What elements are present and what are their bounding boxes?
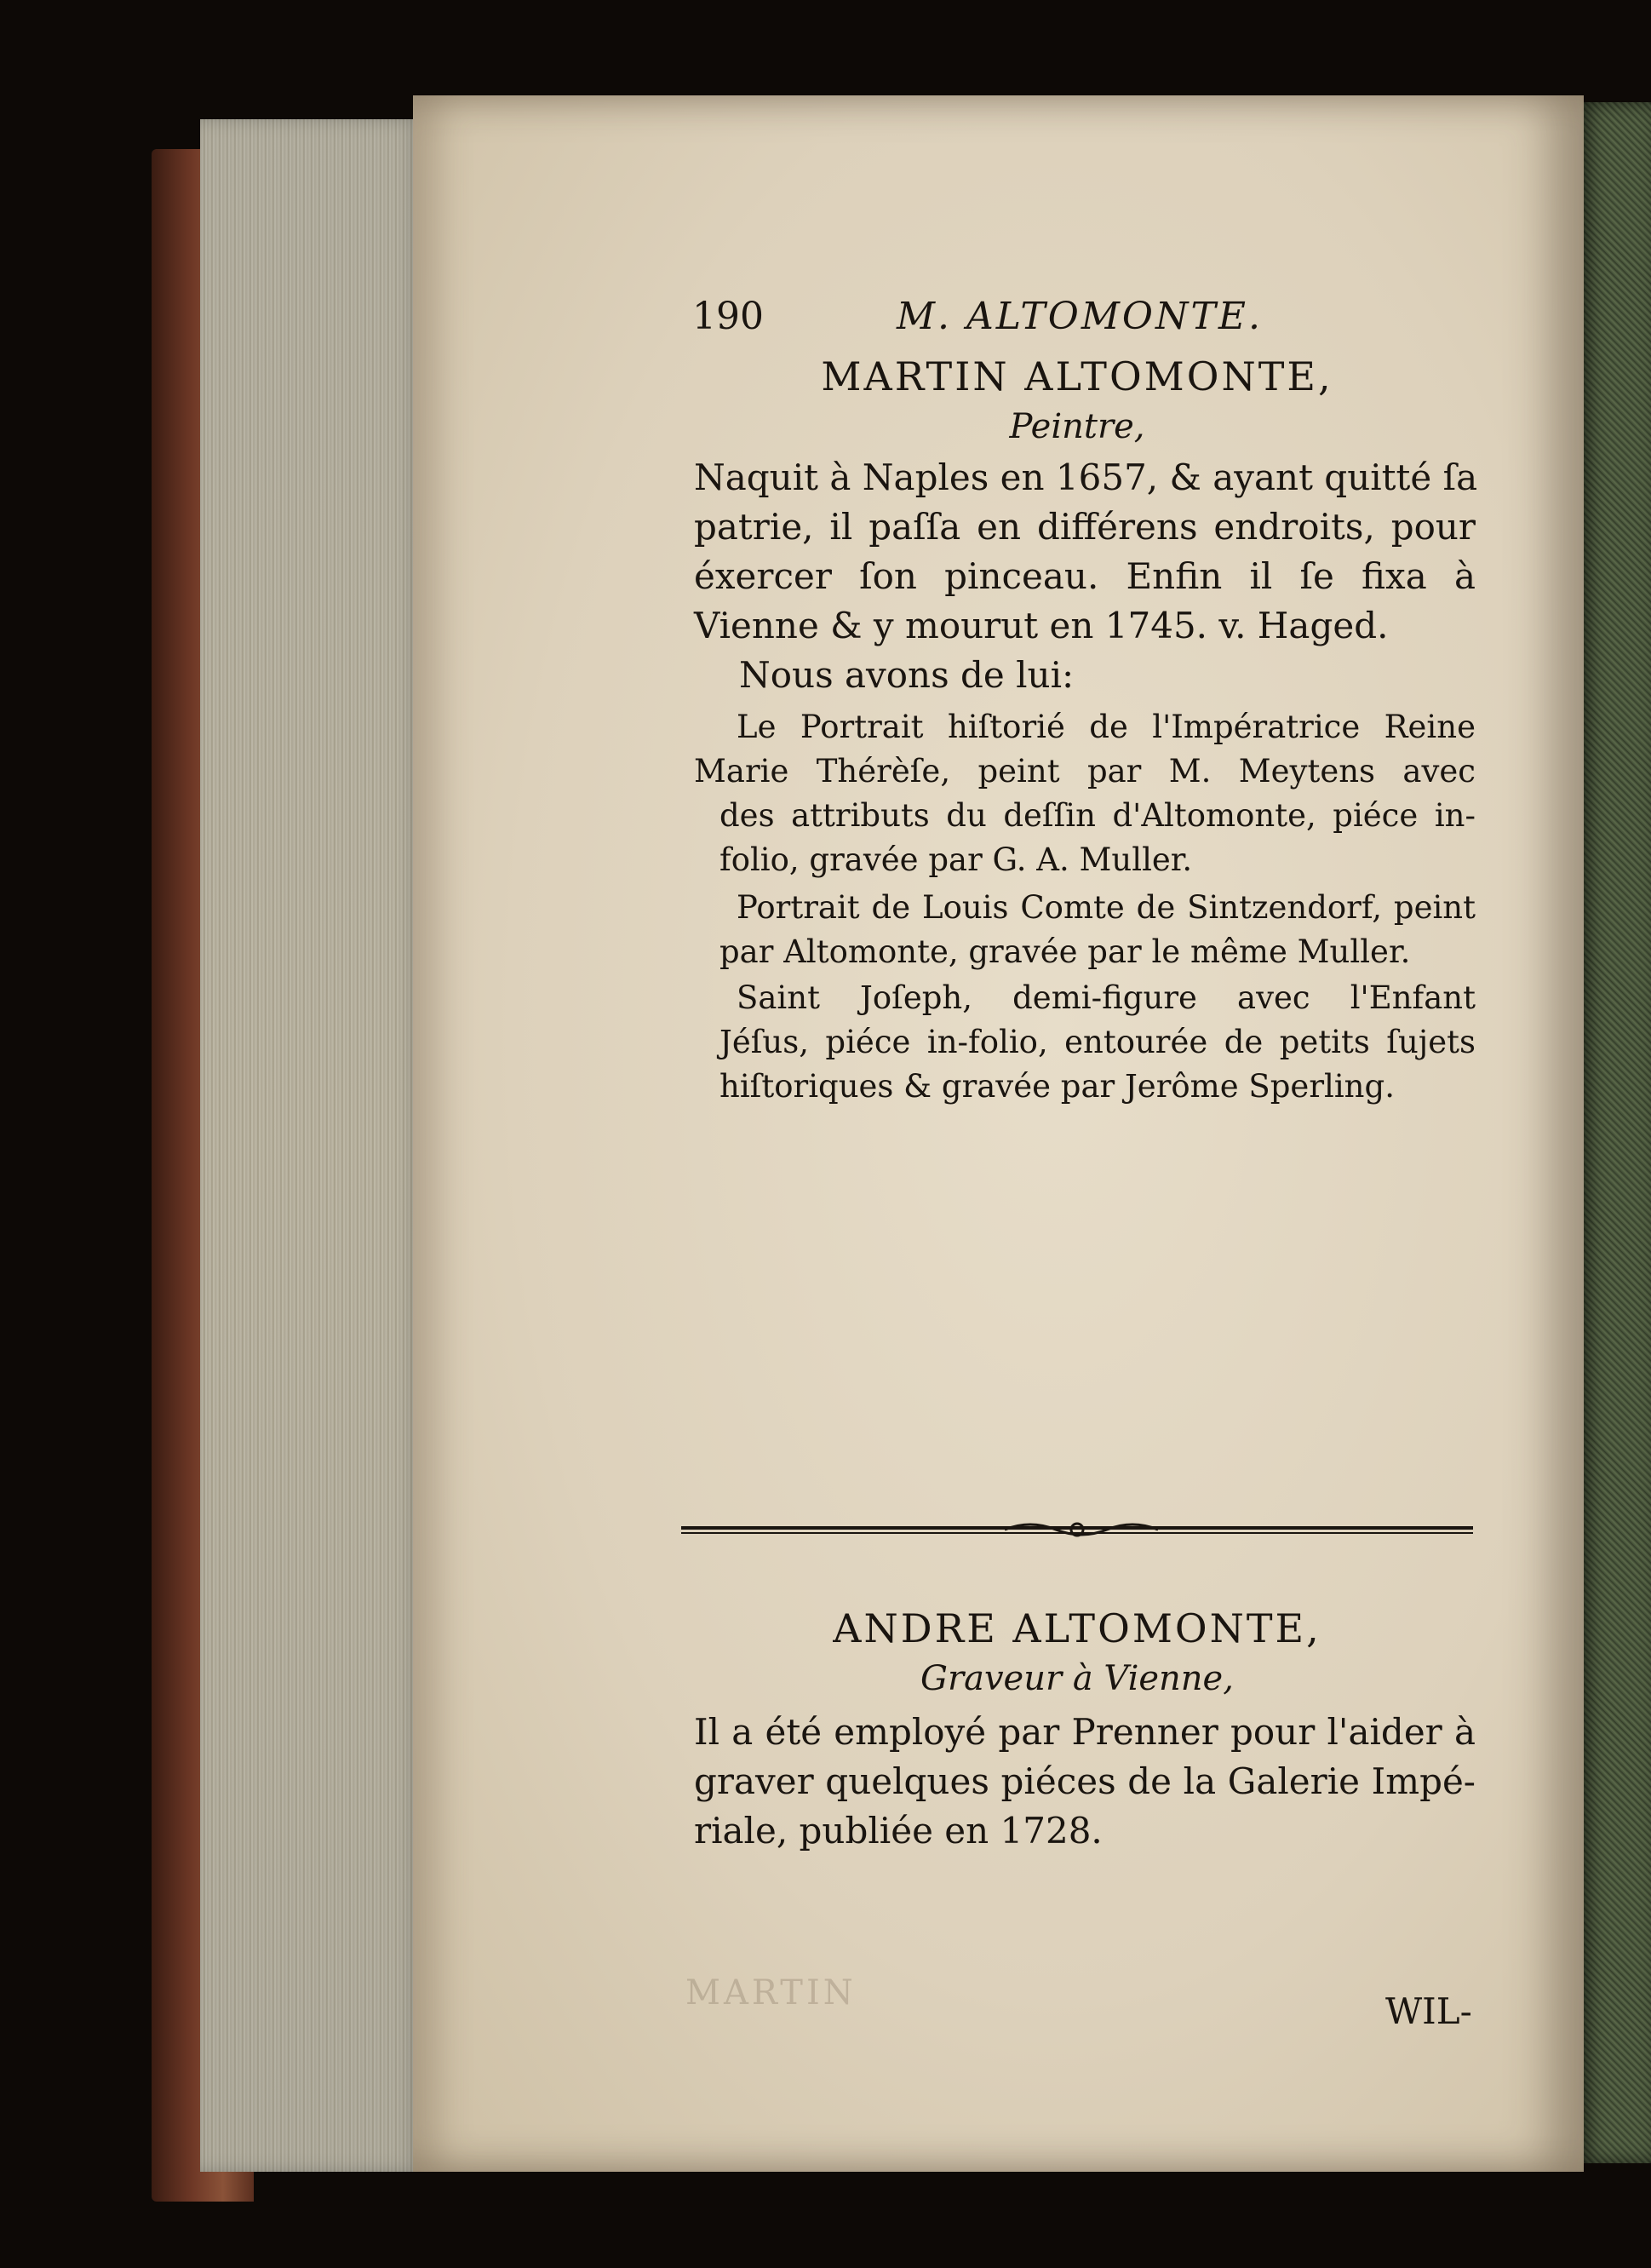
work-item-1-line-1: Le Portrait hiſtorié de l'Impératrice Reine [737,709,1476,745]
entry1-para-line-3: éxercer ſon pinceau. Enfin il ſe fixa à [694,555,1476,597]
entry2-para-line-2: graver quelques piéces de la Galerie Impé- [694,1760,1476,1802]
running-head-title: M. ALTOMONTE. [897,295,1263,338]
entry1-para-line-1: Naquit à Naples en 1657, & ayant quitté ſa [694,456,1478,498]
entry2-role: Graveur à Vienne, [920,1659,1234,1698]
work-item-1-line-4: folio, gravée par G. A. Muller. [719,841,1193,878]
facing-page-spine [1579,102,1651,2163]
entry2-para-line-3: riale, publiée en 1728. [694,1810,1103,1852]
work-item-3-line-3: hiſtoriques & gravée par Jerôme Sperling. [719,1068,1395,1105]
work-item-1 [694,705,1476,882]
page-edges-stack [200,119,421,2172]
page-number: 190 [692,295,764,338]
catchword: WIL- [1385,1990,1472,2032]
show-through-text: MARTIN [685,1973,857,2012]
work-item-1-line-3: des attributs du deſſin d'Altomonte, piéce in- [719,797,1476,834]
work-item-3 [694,976,1476,1109]
book-page [413,95,1584,2172]
entry1-intro: Nous avons de lui: [739,654,1075,696]
work-item-2-line-1: Portrait de Louis Comte de Sintzendorf, peint [737,889,1476,926]
running-head [692,291,1459,342]
entry1-para-line-4: Vienne & y mourut en 1745. v. Haged. [694,605,1389,646]
work-item-3-line-2: Jéſus, piéce in-folio, entourée de petits ſujets [719,1024,1476,1060]
entry2-paragraph [694,1708,1476,1856]
entry1-paragraph [694,453,1476,651]
entry1-role: Peintre, [1009,407,1145,446]
entry1-para-line-2: patrie, il paſſa en différens endroits, pour [694,506,1476,548]
work-item-3-line-1: Saint Joſeph, demi-figure avec l'Enfant [737,979,1476,1016]
entry2-para-line-1: Il a été employé par Prenner pour l'aider à [694,1711,1476,1753]
work-item-2 [694,886,1476,974]
entry1-name: MARTIN ALTOMONTE, [821,353,1333,399]
work-item-2-line-2: par Altomonte, gravée par le même Muller. [719,933,1411,970]
work-item-1-line-2: Marie Thérèſe, peint par M. Meytens avec [694,753,1476,789]
ornamental-divider [681,1518,1473,1543]
entry2-name: ANDRE ALTOMONTE, [833,1605,1321,1651]
